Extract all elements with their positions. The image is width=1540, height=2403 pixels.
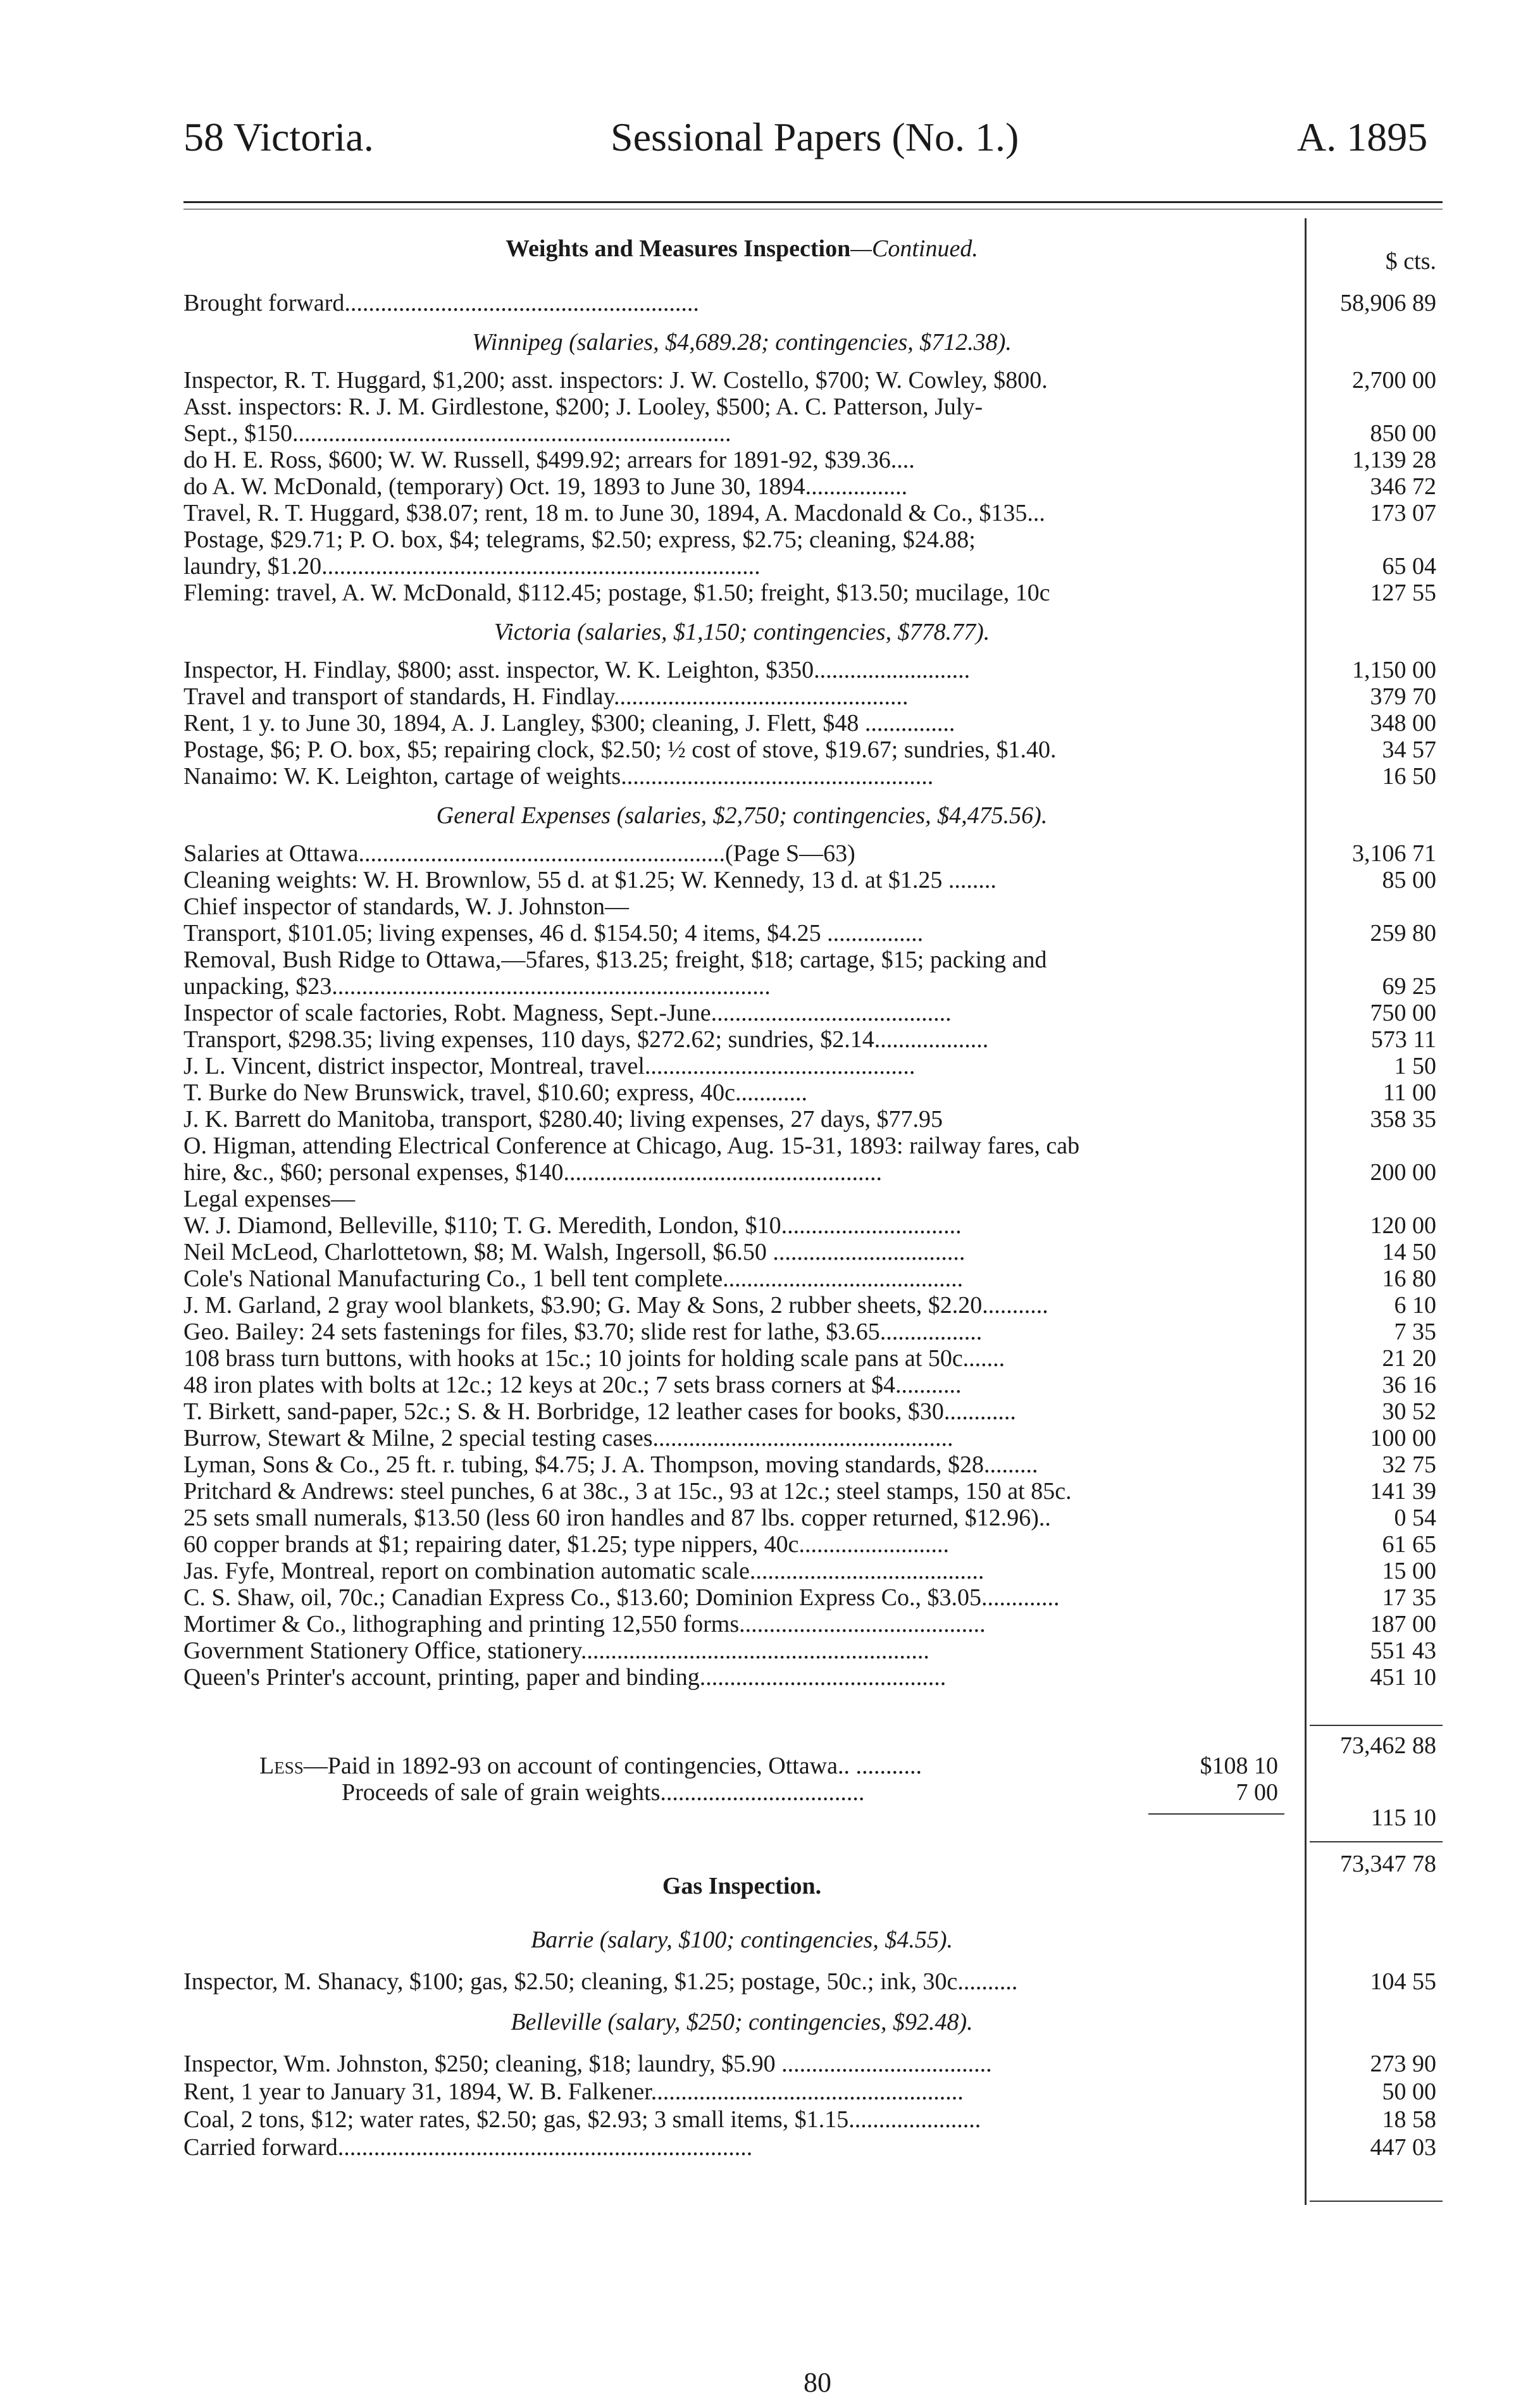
subsection-heading: Belleville (salary, $250; contingencies, $92.48).	[511, 2009, 973, 2035]
ledger-line: Sept., $150.........................................................................	[183, 420, 731, 447]
less-rule	[1148, 1813, 1284, 1815]
ledger-amount: 85 00	[1382, 867, 1436, 893]
ledger-line: Pritchard & Andrews: steel punches, 6 at 38c., 3 at 15c., 93 at 12c.; steel stamps, 150 at 85c.	[183, 1478, 1072, 1505]
total-rule	[1310, 1725, 1443, 1726]
header-rule-top	[183, 201, 1443, 203]
ledger-amount: 451 10	[1370, 1664, 1436, 1691]
ledger-line: Cole's National Manufacturing Co., 1 bell tent complete........................................	[183, 1265, 964, 1292]
ledger-line: Queen's Printer's account, printing, paper and binding.........................................	[183, 1664, 947, 1691]
ledger-amount: 16 50	[1382, 763, 1436, 790]
amount-column-divider	[1305, 218, 1307, 2205]
ledger-amount: 7 35	[1394, 1319, 1436, 1345]
column-header: $ cts.	[1385, 248, 1436, 275]
less-label: Less	[259, 1753, 304, 1779]
ledger-line: J. L. Vincent, district inspector, Montreal, travel.............................................	[183, 1053, 916, 1079]
ledger-amount: 379 70	[1370, 683, 1436, 710]
ledger-line: Inspector, M. Shanacy, $100; gas, $2.50; cleaning, $1.25; postage, 50c.; ink, 30c..........	[183, 1968, 1018, 1995]
section-title	[183, 235, 1300, 262]
ledger-amount: 120 00	[1370, 1212, 1436, 1239]
ledger-line: Carried forward.....................................................................	[183, 2134, 753, 2161]
ledger-amount: 358 35	[1370, 1106, 1436, 1133]
ledger-amount: 259 80	[1370, 920, 1436, 947]
ledger-line: Burrow, Stewart & Milne, 2 special testing cases..................................................	[183, 1425, 953, 1451]
ledger-amount: 69 25	[1382, 973, 1436, 1000]
subsection-heading: Barrie (salary, $100; contingencies, $4.55).	[530, 1927, 953, 1953]
ledger-line: 60 copper brands at $1; repairing dater, $1.25; type nippers, 40c.........................	[183, 1531, 949, 1558]
ledger-line: Asst. inspectors: R. J. M. Girdlestone, $200; J. Looley, $500; A. C. Patterson, July-	[183, 394, 983, 420]
ledger-line: Travel, R. T. Huggard, $38.07; rent, 18 m. to June 30, 1894, A. Macdonald & Co., $135...	[183, 500, 1045, 526]
ledger-line: Nanaimo: W. K. Leighton, cartage of weights....................................................	[183, 763, 934, 790]
ledger-line: Brought forward...........................................................	[183, 290, 699, 316]
ledger-amount: 2,700 00	[1352, 367, 1436, 394]
subsection-heading: Winnipeg (salaries, $4,689.28; contingencies, $712.38).	[472, 329, 1012, 356]
ledger-amount: 65 04	[1382, 553, 1436, 580]
ledger-line: Fleming: travel, A. W. McDonald, $112.45; postage, $1.50; freight, $13.50; mucilage, 10c	[183, 580, 1050, 606]
ledger-amount: 0 54	[1394, 1505, 1436, 1531]
section-title-suffix: —Continued.	[850, 235, 978, 262]
ledger-amount: 100 00	[1370, 1425, 1436, 1451]
ledger-line: 25 sets small numerals, $13.50 (less 60 iron handles and 87 lbs. copper returned, $12.96)..	[183, 1505, 1051, 1531]
ledger-amount: 17 35	[1382, 1584, 1436, 1611]
ledger-line: Geo. Bailey: 24 sets fastenings for files, $3.70; slide rest for lathe, $3.65.................	[183, 1319, 983, 1345]
less-amount-2: 7 00	[1236, 1779, 1278, 1806]
ledger-line: 48 iron plates with bolts at 12c.; 12 keys at 20c.; 7 sets brass corners at $4...........	[183, 1372, 962, 1398]
header-center: Sessional Papers (No. 1.)	[611, 115, 1019, 159]
ledger-line: 108 brass turn buttons, with hooks at 15c.; 10 joints for holding scale pans at 50c.......	[183, 1345, 1005, 1372]
ledger-line: Transport, $298.35; living expenses, 110 days, $272.62; sundries, $2.14...................	[183, 1026, 989, 1053]
ledger-amount: 551 43	[1370, 1637, 1436, 1664]
ledger-line: Postage, $6; P. O. box, $5; repairing clock, $2.50; ½ cost of stove, $19.67; sundries, $1.40.	[183, 736, 1057, 763]
gas-title: Gas Inspection.	[662, 1873, 822, 1899]
ledger-amount: 36 16	[1382, 1372, 1436, 1398]
ledger-amount: 21 20	[1382, 1345, 1436, 1372]
ledger-line: Inspector, H. Findlay, $800; asst. inspector, W. K. Leighton, $350..........................	[183, 657, 971, 683]
ledger-line: do H. E. Ross, $600; W. W. Russell, $499.92; arrears for 1891-92, $39.36....	[183, 447, 915, 473]
ledger-line: Neil McLeod, Charlottetown, $8; M. Walsh, Ingersoll, $6.50 ................................	[183, 1239, 966, 1265]
subsection-heading: Victoria (salaries, $1,150; contingencies, $778.77).	[494, 619, 990, 645]
ledger-amount: 32 75	[1382, 1451, 1436, 1478]
ledger-line: J. K. Barrett do Manitoba, transport, $280.40; living expenses, 27 days, $77.95	[183, 1106, 943, 1133]
ledger-amount: 850 00	[1370, 420, 1436, 447]
ledger-amount: 1,150 00	[1352, 657, 1436, 683]
ledger-amount: 104 55	[1370, 1968, 1436, 1995]
ledger-amount: 348 00	[1370, 710, 1436, 736]
ledger-line: J. M. Garland, 2 gray wool blankets, $3.90; G. May & Sons, 2 rubber sheets, $2.20...........	[183, 1292, 1048, 1319]
ledger-amount: 1 50	[1394, 1053, 1436, 1079]
ledger-line: hire, &c., $60; personal expenses, $140.....................................................	[183, 1159, 882, 1186]
ledger-amount: 18 58	[1382, 2106, 1436, 2133]
ledger-line: Removal, Bush Ridge to Ottawa,—5fares, $13.25; freight, $18; cartage, $15; packing and	[183, 947, 1047, 973]
ledger-amount: 173 07	[1370, 500, 1436, 526]
ledger-amount: 127 55	[1370, 580, 1436, 606]
less-line-1-text: —Paid in 1892-93 on account of contingencies, Ottawa.. ...........	[303, 1753, 922, 1779]
ledger-amount: 3,106 71	[1352, 840, 1436, 867]
ledger-line: Jas. Fyfe, Montreal, report on combination automatic scale.......................................	[183, 1558, 984, 1584]
subsection-heading: General Expenses (salaries, $2,750; contingencies, $4,475.56).	[436, 802, 1048, 829]
ledger-line: Travel and transport of standards, H. Findlay.................................................	[183, 683, 909, 710]
net-total: 73,347 78	[1340, 1851, 1436, 1877]
ledger-line: Coal, 2 tons, $12; water rates, $2.50; gas, $2.93; 3 small items, $1.15......................	[183, 2106, 981, 2133]
ledger-amount: 11 00	[1382, 1079, 1436, 1106]
page-number: 80	[804, 2367, 831, 2398]
ledger-amount: 1,139 28	[1352, 447, 1436, 473]
ledger-line: W. J. Diamond, Belleville, $110; T. G. Meredith, London, $10..............................	[183, 1212, 962, 1239]
ledger-amount: 15 00	[1382, 1558, 1436, 1584]
ledger-amount: 58,906 89	[1340, 290, 1436, 316]
ledger-line: laundry, $1.20.........................................................................	[183, 553, 761, 580]
subtotal: 73,462 88	[1340, 1732, 1436, 1759]
ledger-line: Legal expenses—	[183, 1186, 356, 1212]
ledger-amount: 447 03	[1370, 2134, 1436, 2161]
ledger-amount: 573 11	[1370, 1026, 1436, 1053]
ledger-line: Postage, $29.71; P. O. box, $4; telegrams, $2.50; express, $2.75; cleaning, $24.88;	[183, 526, 976, 553]
ledger-line: Transport, $101.05; living expenses, 46 d. $154.50; 4 items, $4.25 ................	[183, 920, 924, 947]
ledger-amount: 187 00	[1370, 1611, 1436, 1637]
ledger-line: Mortimer & Co., lithographing and printing 12,550 forms.........................................	[183, 1611, 986, 1637]
ledger-amount: 273 90	[1370, 2051, 1436, 2077]
ledger-amount: 50 00	[1382, 2078, 1436, 2105]
ledger-amount: 750 00	[1370, 1000, 1436, 1026]
ledger-amount: 30 52	[1382, 1398, 1436, 1425]
less-total: 115 10	[1370, 1804, 1436, 1831]
header-right: A. 1895	[1297, 115, 1428, 159]
ledger-amount: 16 80	[1382, 1265, 1436, 1292]
ledger-line: Cleaning weights: W. H. Brownlow, 55 d. at $1.25; W. Kennedy, 13 d. at $1.25 ........	[183, 867, 997, 893]
ledger-line: Rent, 1 y. to June 30, 1894, A. J. Langley, $300; cleaning, J. Flett, $48 ...............	[183, 710, 955, 736]
less-line-2: Proceeds of sale of grain weights..................................	[342, 1779, 865, 1806]
ledger-amount: 61 65	[1382, 1531, 1436, 1558]
ledger-line: Salaries at Ottawa.............................................................(Page S—63)	[183, 840, 855, 867]
ledger-line: Inspector, R. T. Huggard, $1,200; asst. inspectors: J. W. Costello, $700; W. Cowley, $800.	[183, 367, 1048, 394]
less-line-1	[183, 1753, 1208, 1779]
ledger-amount: 346 72	[1370, 473, 1436, 500]
ledger-amount: 200 00	[1370, 1159, 1436, 1186]
ledger-line: O. Higman, attending Electrical Conference at Chicago, Aug. 15-31, 1893: railway fares, cab	[183, 1133, 1080, 1159]
ledger-line: Inspector of scale factories, Robt. Magness, Sept.-June........................................	[183, 1000, 952, 1026]
carried-forward-rule	[1310, 2201, 1443, 2202]
less-amount-1: $108 10	[1200, 1753, 1278, 1779]
ledger-line: Government Stationery Office, stationery..........................................................	[183, 1637, 929, 1664]
ledger-amount: 34 57	[1382, 736, 1436, 763]
ledger-line: T. Birkett, sand-paper, 52c.; S. & H. Borbridge, 12 leather cases for books, $30............	[183, 1398, 1016, 1425]
ledger-line: unpacking, $23.........................................................................	[183, 973, 771, 1000]
section-title-text: Weights and Measures Inspection	[506, 235, 851, 262]
ledger-line: C. S. Shaw, oil, 70c.; Canadian Express Co., $13.60; Dominion Express Co., $3.05.............	[183, 1584, 1060, 1611]
ledger-line: T. Burke do New Brunswick, travel, $10.60; express, 40c............	[183, 1079, 808, 1106]
ledger-line: Inspector, Wm. Johnston, $250; cleaning, $18; laundry, $5.90 ...................................	[183, 2051, 992, 2077]
ledger-line: Rent, 1 year to January 31, 1894, W. B. Falkener....................................................	[183, 2078, 964, 2105]
ledger-line: Lyman, Sons & Co., 25 ft. r. tubing, $4.75; J. A. Thompson, moving standards, $28.........	[183, 1451, 1038, 1478]
ledger-amount: 141 39	[1370, 1478, 1436, 1505]
net-rule	[1310, 1841, 1443, 1842]
ledger-line: do A. W. McDonald, (temporary) Oct. 19, 1893 to June 30, 1894.................	[183, 473, 908, 500]
header-left: 58 Victoria.	[183, 115, 374, 159]
ledger-line: Chief inspector of standards, W. J. Johnston—	[183, 893, 630, 920]
ledger-amount: 14 50	[1382, 1239, 1436, 1265]
ledger-amount: 6 10	[1394, 1292, 1436, 1319]
